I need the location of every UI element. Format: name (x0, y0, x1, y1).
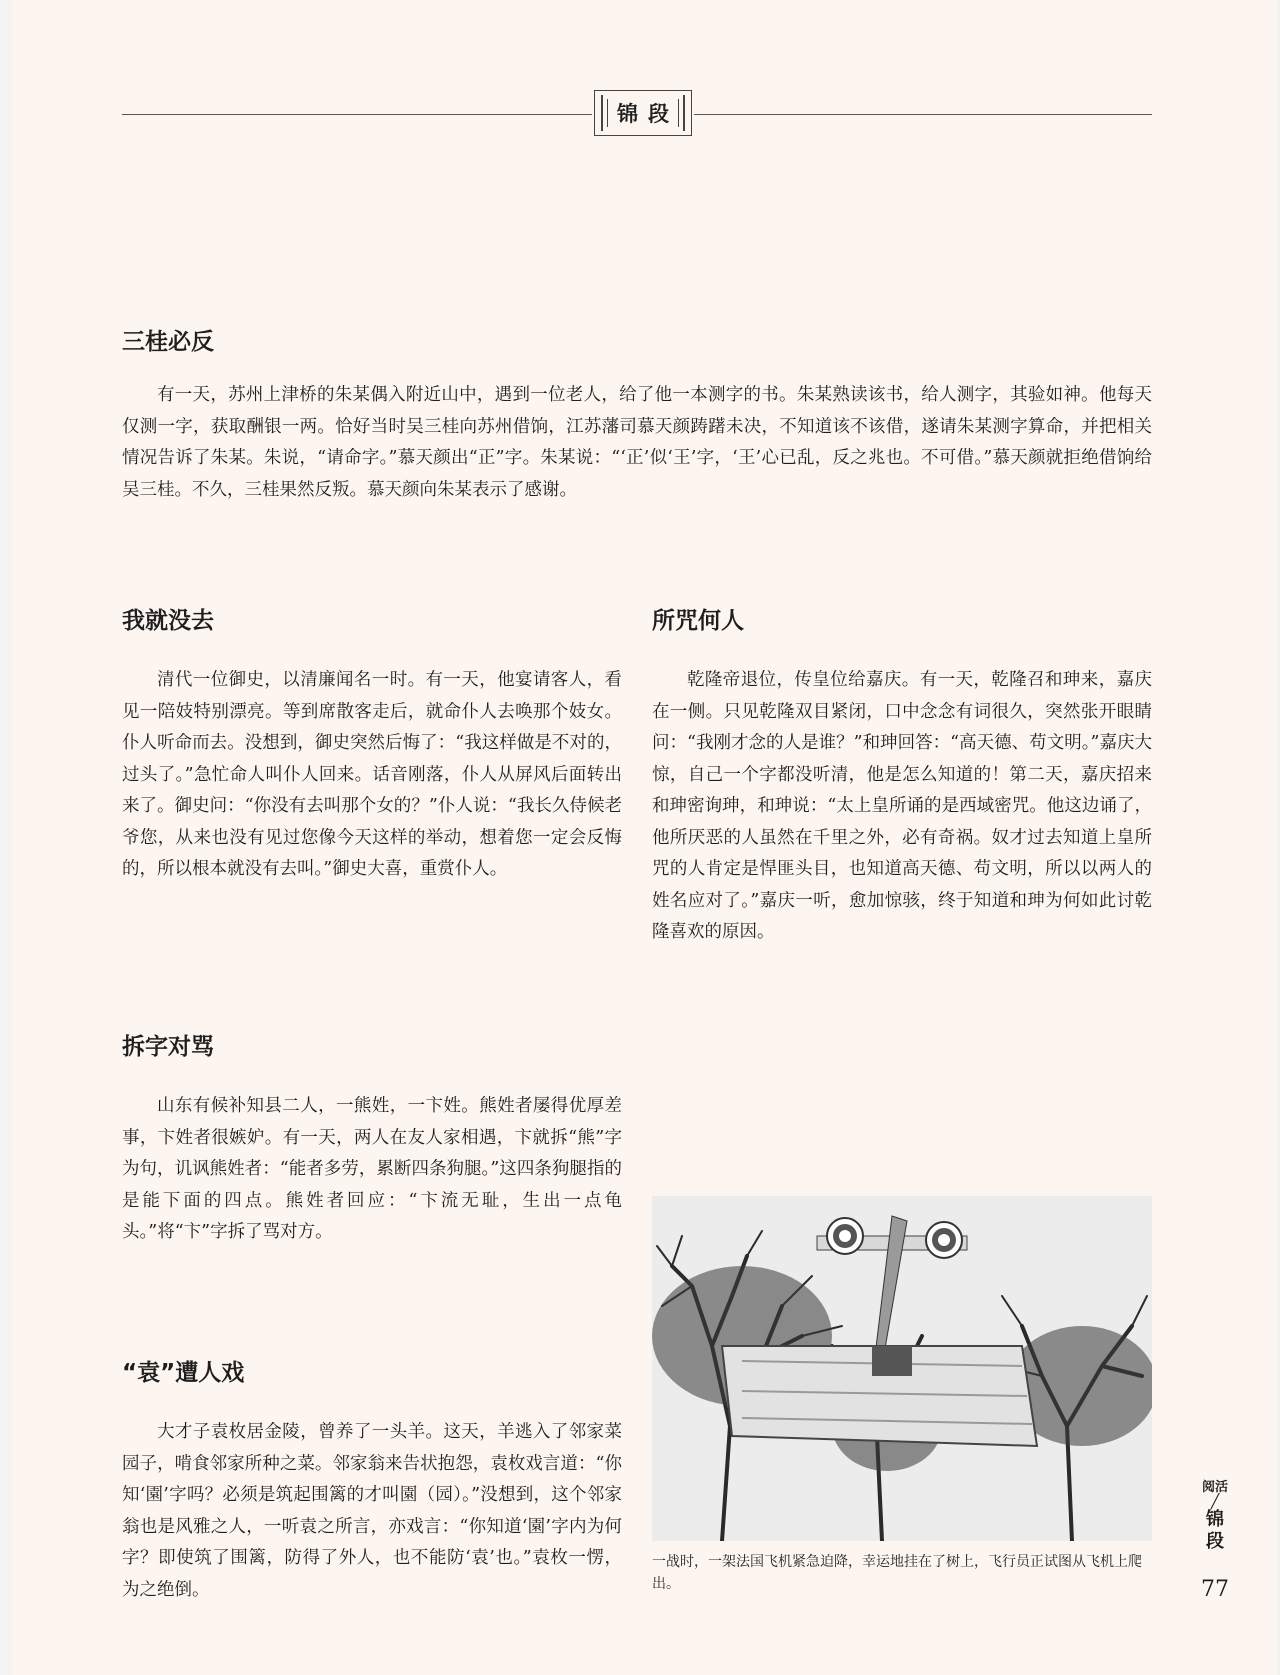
article-body: 有一天，苏州上津桥的朱某偶入附近山中，遇到一位老人，给了他一本测字的书。朱某熟读该书，给人测字，其验如神。他每天仅测一字，获取酬银一两。恰好当时吴三桂向苏州借饷，江苏藩司慕天颜踌躇未决，不知道该不该借，遂请朱某测字算命，并把相关情况告诉了朱某。朱说，“请命字。”慕天颜出“正”字。朱某说：“‘正’似‘王’字，‘王’心已乱，反之兆也。不可借。”慕天颜就拒绝借饷给吴三桂。不久，三桂果然反叛。慕天颜向朱某表示了感谢。 (122, 385, 1152, 500)
article-chai-zi-dui-ma (122, 1032, 622, 1249)
brand-slash: ╱ (1210, 1494, 1220, 1510)
article-body: 乾隆帝退位，传皇位给嘉庆。有一天，乾隆召和珅来，嘉庆在一侧。只见乾隆双目紧闭，口中念念有词很久，突然张开眼睛问：“我刚才念的人是谁？”和珅回答：“高天德、苟文明。”嘉庆大惊，自己一个字都没听清，他是怎么知道的！第二天，嘉庆招来和珅密询珅，和珅说：“太上皇所诵的是西域密咒。他这边诵了，他所厌恶的人虽然在千里之外，必有奇祸。奴才过去知道上皇所咒的人肯定是悍匪头目，也知道高天德、苟文明，所以以两人的姓名应对了。”嘉庆一听，愈加惊骇，终于知道和珅为何如此讨乾隆喜欢的原因。 (652, 670, 1152, 942)
header-rule-left (122, 114, 592, 115)
photo-illustration (652, 1196, 1152, 1541)
article-title: 拆字对骂 (122, 1034, 214, 1060)
article-yuan-zao-ren-xi (122, 1358, 622, 1606)
page-number: 77 (1201, 1577, 1229, 1602)
article-title: 所咒何人 (652, 608, 744, 634)
article-title: “袁”遭人戏 (122, 1360, 245, 1386)
article-sangui-bifan (122, 327, 1152, 506)
magazine-brand (1200, 1480, 1230, 1553)
article-suo-zhou-he-ren (652, 606, 1152, 949)
article-body: 山东有候补知县二人，一熊姓，一卞姓。熊姓者屡得优厚差事，卞姓者很嫉妒。有一天，两人在友人家相遇，卞就拆“熊”字为句，讥讽熊姓者：“能者多劳，累断四条狗腿。”这四条狗腿指的是能下面的四点。熊姓者回应：“卞流无耻，生出一点龟头。”将“卞”字拆了骂对方。 (122, 1096, 622, 1242)
article-wo-jiu-mei-qu (122, 606, 622, 886)
page (12, 0, 1277, 1675)
section-title: 锦段 (617, 102, 679, 126)
article-body: 大才子袁枚居金陵，曾养了一头羊。这天，羊逃入了邻家菜园子，啃食邻家所种之菜。邻家翁来告状抱怨，袁枚戏言道：“你知‘園’字吗？必须是筑起围篱的才叫園（园）。”没想到，这个邻家翁也是风雅之人，一听袁之所言，亦戏言：“你知道‘園’字内为何字？即使筑了围篱，防得了外人，也不能防‘袁’也。”袁枚一愣，为之绝倒。 (122, 1422, 622, 1600)
brand-bottom: 锦段 (1206, 1509, 1224, 1552)
photo-caption: 一战时，一架法国飞机紧急迫降，幸运地挂在了树上，飞行员正试图从飞机上爬出。 (652, 1554, 1142, 1592)
article-body: 清代一位御史，以清廉闻名一时。有一天，他宴请客人，看见一陪妓特别漂亮。等到席散客走后，就命仆人去唤那个妓女。仆人听命而去。没想到，御史突然后悔了：“我这样做是不对的，过头了。”急忙命人叫仆人回来。话音刚落，仆人从屏风后面转出来了。御史问：“你没有去叫那个女的？”仆人说：“我长久侍候老爷您，从来也没有见过您像今天这样的举动，想着您一定会反悔的，所以根本就没有去叫。”御史大喜，重赏仆人。 (122, 670, 622, 879)
brand-top: 阅活 (1201, 1480, 1228, 1495)
photo-plane-in-tree (652, 1196, 1152, 1541)
article-title: 我就没去 (122, 608, 214, 634)
section-header-box (594, 90, 692, 136)
header-rule-right (694, 114, 1152, 115)
article-title: 三桂必反 (122, 329, 214, 355)
